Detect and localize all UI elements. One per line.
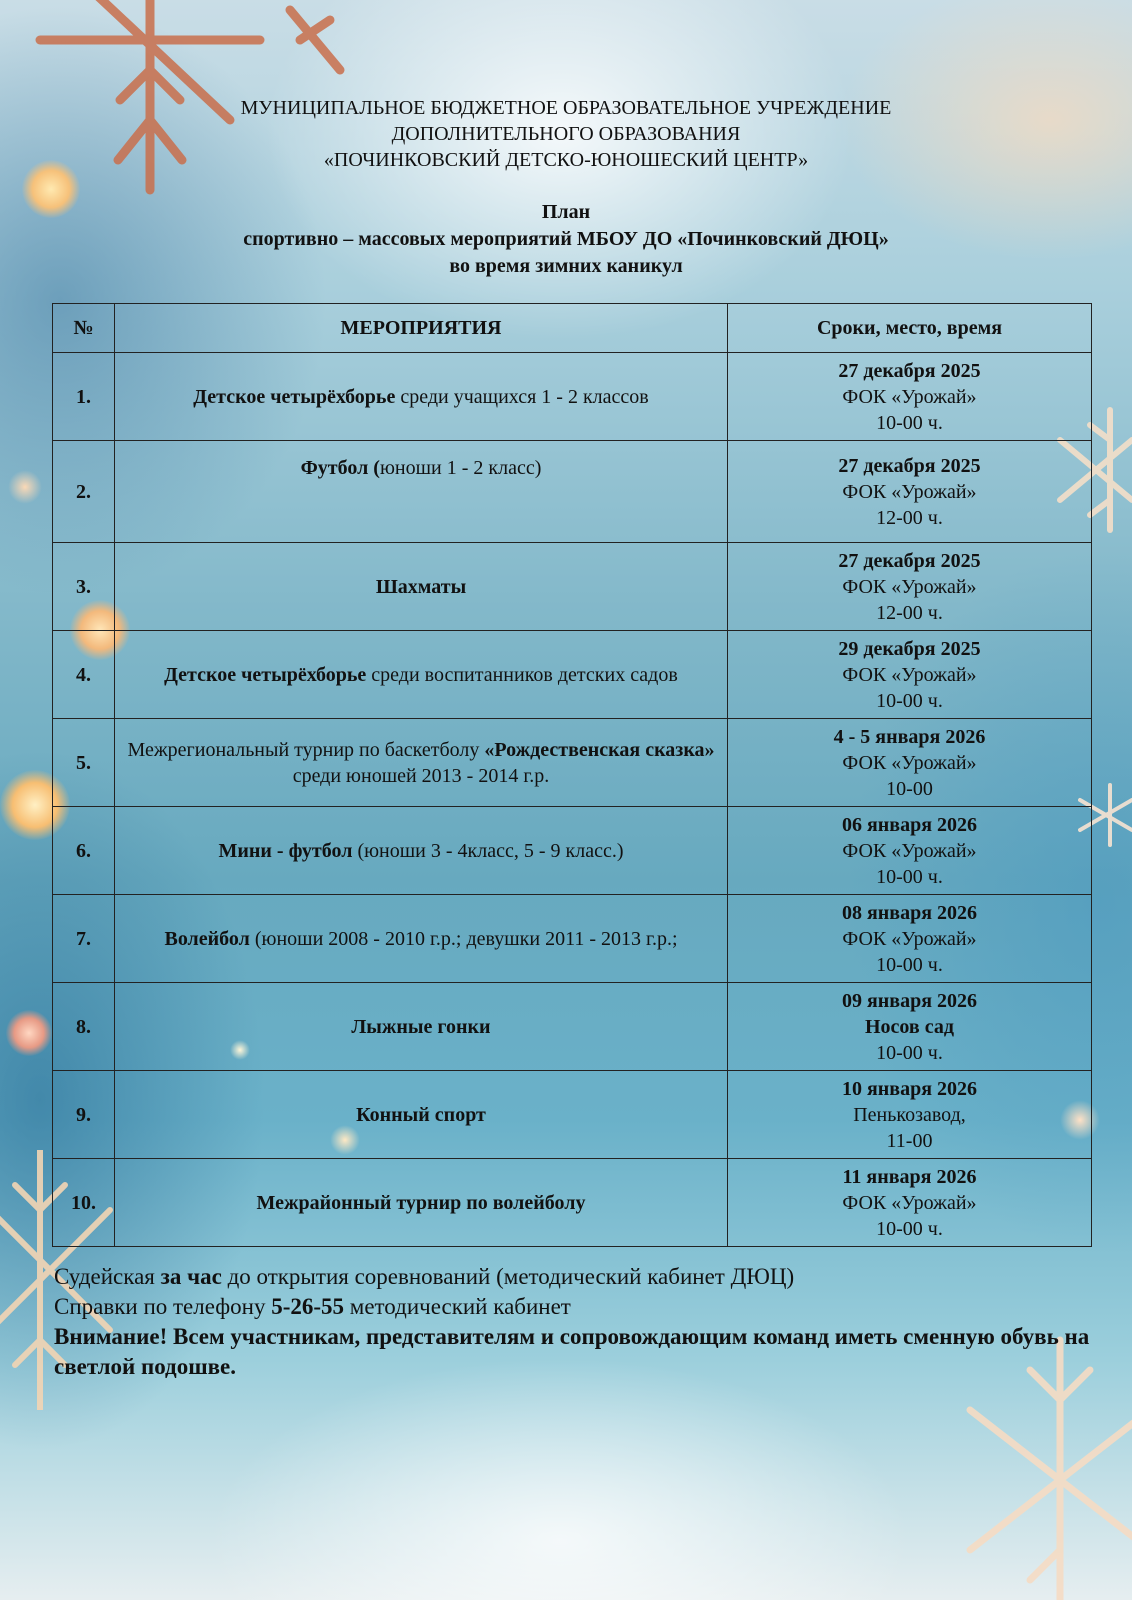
event-place: ФОК «Урожай» [842,663,977,686]
event-place: ФОК «Урожай» [842,751,977,774]
table-row [53,895,1092,983]
org-line-3: «ПОЧИНКОВСКИЙ ДЕТСКО-ЮНОШЕСКИЙ ЦЕНТР» [323,149,809,171]
event-name [115,983,728,1071]
row-number: 1. [53,353,115,441]
table-row [53,631,1092,719]
event-place: ФОК «Урожай» [842,480,977,503]
event-name [115,631,728,719]
notes-section [54,1262,1094,1382]
event-when [728,441,1092,543]
event-when [728,1159,1092,1247]
event-when [728,719,1092,807]
org-line-1: МУНИЦИПАЛЬНОЕ БЮДЖЕТНОЕ ОБРАЗОВАТЕЛЬНОЕ УЧРЕЖДЕНИЕ [240,97,892,119]
row-number: 4. [53,631,115,719]
table-header-row [53,304,1092,353]
table-row [53,1159,1092,1247]
event-title: Волейбол [164,927,250,950]
row-number: 10. [53,1159,115,1247]
plan-title [0,199,1132,280]
event-name [115,719,728,807]
event-name [115,543,728,631]
event-name [115,1159,728,1247]
event-name [115,441,728,543]
event-when [728,631,1092,719]
table-row [53,983,1092,1071]
row-number: 9. [53,1071,115,1159]
event-when [728,353,1092,441]
event-detail: юноши 1 - 2 класс) [379,457,542,479]
event-when [728,543,1092,631]
event-when [728,807,1092,895]
table-row [53,1071,1092,1159]
event-title: Детское четырёхборье [193,385,396,408]
event-detail: среди учащихся 1 - 2 классов [395,385,649,408]
event-time: 10-00 ч. [876,1041,943,1064]
phone-note [54,1292,1094,1322]
table-row [53,807,1092,895]
event-when [728,895,1092,983]
event-detail: (юноши 2008 - 2010 г.р.; девушки 2011 - 2013 г.р.; [249,927,678,950]
event-time: 10-00 ч. [876,865,943,888]
row-number: 7. [53,895,115,983]
event-place: Пенькозавод, [853,1103,966,1126]
table-row [53,353,1092,441]
event-place: ФОК «Урожай» [842,385,977,408]
event-title: «Рождественская сказка» [484,738,715,761]
header-when: Сроки, место, время [728,304,1092,353]
event-date: 27 декабря 2025 [838,454,981,477]
event-name [115,807,728,895]
event-date: 09 января 2026 [841,989,978,1012]
judges-note-post: до открытия соревнований (методический кабинет ДЮЦ) [221,1264,795,1289]
event-date: 06 января 2026 [841,813,978,836]
event-detail: среди юношей 2013 - 2014 г.р. [292,764,550,787]
header-events: МЕРОПРИЯТИЯ [115,304,728,353]
judges-note [54,1262,1094,1292]
phone-number: 5-26-55 [271,1294,345,1319]
event-name [115,895,728,983]
event-title: Лыжные гонки [351,1015,491,1038]
event-title: Конный спорт [356,1103,486,1126]
phone-note-pre: Справки по телефону [54,1294,272,1319]
event-detail: (юноши 3 - 4класс, 5 - 9 класс.) [352,839,624,862]
event-place: ФОК «Урожай» [842,839,977,862]
attention-note: Внимание! Всем участникам, представителям и сопровождающим команд иметь сменную обувь на светлой подошве. [54,1324,1090,1379]
judges-note-bold: за час [160,1264,222,1289]
event-title: Шахматы [375,575,467,598]
event-detail: среди воспитанников детских садов [366,663,678,686]
header-number: № [53,304,115,353]
table-row [53,543,1092,631]
event-date: 08 января 2026 [841,901,978,924]
event-time: 10-00 [886,777,933,800]
event-date: 27 декабря 2025 [838,549,981,572]
row-number: 5. [53,719,115,807]
event-name [115,353,728,441]
event-time: 10-00 ч. [876,1217,943,1240]
event-place: ФОК «Урожай» [842,575,977,598]
phone-note-post: методический кабинет [344,1294,571,1319]
judges-note-pre: Судейская [54,1264,161,1289]
event-date: 29 декабря 2025 [838,637,981,660]
row-number: 8. [53,983,115,1071]
event-date: 10 января 2026 [841,1077,978,1100]
event-time: 10-00 ч. [876,411,943,434]
event-time: 10-00 ч. [876,689,943,712]
event-title: Мини - футбол [218,839,353,862]
event-name [115,1071,728,1159]
plan-title-line-1: План [541,201,591,223]
row-number: 2. [53,441,115,543]
organization-header [0,95,1132,173]
table-row [53,441,1092,543]
event-place: ФОК «Урожай» [842,927,977,950]
org-line-2: ДОПОЛНИТЕЛЬНОГО ОБРАЗОВАНИЯ [391,123,741,145]
event-prefix: Межрегиональный турнир по баскетболу [127,738,485,761]
event-date: 4 - 5 января 2026 [833,725,986,748]
event-place: Носов сад [865,1015,954,1038]
event-date: 11 января 2026 [842,1165,977,1188]
event-title: Детское четырёхборье [164,663,367,686]
table-row [53,719,1092,807]
event-title: Межрайонный турнир по волейболу [256,1191,586,1214]
event-date: 27 декабря 2025 [838,359,981,382]
event-title: Футбол ( [300,457,380,479]
event-time: 12-00 ч. [876,601,943,624]
events-table [52,303,1092,1247]
plan-title-line-2: спортивно – массовых мероприятий МБОУ ДО «Починковский ДЮЦ» [243,228,889,250]
plan-title-line-3: во время зимних каникул [449,255,683,277]
event-time: 10-00 ч. [876,953,943,976]
event-when [728,983,1092,1071]
row-number: 3. [53,543,115,631]
event-time: 12-00 ч. [876,506,943,529]
event-place: ФОК «Урожай» [842,1191,977,1214]
row-number: 6. [53,807,115,895]
event-time: 11-00 [886,1129,933,1152]
event-when [728,1071,1092,1159]
